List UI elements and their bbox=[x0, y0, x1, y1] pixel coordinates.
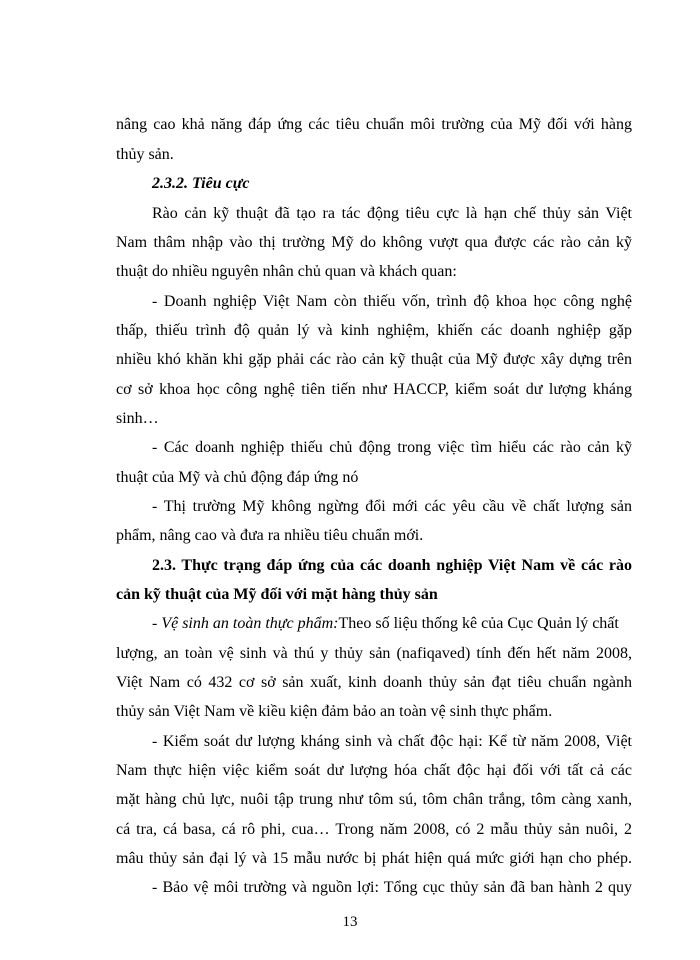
body-line: mâu thủy sản đại lý và 15 mẫu nước bị phát hiện quá mức giới hạn cho phép. bbox=[116, 850, 632, 867]
bullet-line: - Kiểm soát dư lượng kháng sinh và chất độc hại: Kể từ năm 2008, Việt bbox=[152, 733, 632, 750]
body-line: sinh… bbox=[116, 410, 159, 427]
body-line: mặt hàng chủ lực, nuôi tập trung như tôm sú, tôm chân trắng, tôm càng xanh, bbox=[116, 791, 632, 808]
bullet-text: Theo số liệu thống kê của Cục Quản lý chất bbox=[338, 615, 619, 632]
bullet-line: - Thị trường Mỹ không ngừng đổi mới các yêu cầu về chất lượng sản bbox=[152, 498, 632, 515]
body-line: Nam thâm nhập vào thị trường Mỹ do không vượt qua được các rào cản kỹ bbox=[116, 234, 632, 251]
body-line: Việt Nam có 432 cơ sở sản xuất, kinh doanh thủy sản đạt tiêu chuẩn ngành bbox=[116, 674, 632, 691]
body-line: nhiều khó khăn khi gặp phải các rào cản kỹ thuật của Mỹ được xây dựng trên bbox=[116, 351, 632, 368]
body-line: thuật do nhiều nguyên nhân chủ quan và khách quan: bbox=[116, 263, 457, 280]
body-line: thấp, thiếu trình độ quản lý và kinh nghiệm, khiến các doanh nghiệp gặp bbox=[116, 322, 632, 339]
section-heading: cản kỹ thuật của Mỹ đối với mặt hàng thủy sản bbox=[116, 586, 438, 603]
body-line: lượng, an toàn vệ sinh và thú y thủy sản (nafiqaved) tính đến hết năm 2008, bbox=[116, 645, 632, 662]
body-line: Nam thực hiện việc kiểm soát dư lượng hóa chất độc hại đối với tất cả các bbox=[116, 762, 632, 779]
body-line: thủy sản Việt Nam về kiều kiện đảm bảo an toàn vệ sinh thực phẩm. bbox=[116, 703, 553, 720]
bullet-line: - Các doanh nghiệp thiếu chủ động trong việc tìm hiểu các rào cản kỹ bbox=[152, 439, 632, 456]
bullet-line: - Bảo vệ môi trường và nguồn lợi: Tổng cục thủy sản đã ban hành 2 quy bbox=[152, 879, 632, 896]
body-line: Rào cản kỹ thuật đã tạo ra tác động tiêu cực là hạn chế thủy sản Việt bbox=[152, 205, 632, 222]
section-heading: 2.3. Thực trạng đáp ứng của các doanh nghiệp Việt Nam về các rào bbox=[152, 557, 632, 574]
bullet-line: - Doanh nghiệp Việt Nam còn thiếu vốn, trình độ khoa học công nghệ bbox=[152, 293, 632, 310]
section-heading: 2.3.2. Tiêu cực bbox=[152, 175, 250, 192]
page-number: 13 bbox=[342, 914, 358, 930]
body-line: nâng cao khả năng đáp ứng các tiêu chuẩn môi trường của Mỹ đối với hàng bbox=[116, 116, 632, 133]
body-line: cá tra, cá basa, cá rô phi, cua… Trong năm 2008, có 2 mẫu thủy sản nuôi, 2 bbox=[116, 821, 632, 838]
bullet-line bbox=[152, 614, 632, 634]
body-line: cơ sở khoa học công nghệ tiên tiến như HACCP, kiểm soát dư lượng kháng bbox=[116, 381, 632, 398]
bullet-italic-lead: - Vệ sinh an toàn thực phẩm: bbox=[152, 615, 339, 632]
body-line: thủy sản. bbox=[116, 146, 174, 163]
body-line: thuật của Mỹ và chủ động đáp ứng nó bbox=[116, 469, 359, 486]
body-line: phẩm, nâng cao và đưa ra nhiều tiêu chuẩn mới. bbox=[116, 527, 424, 544]
